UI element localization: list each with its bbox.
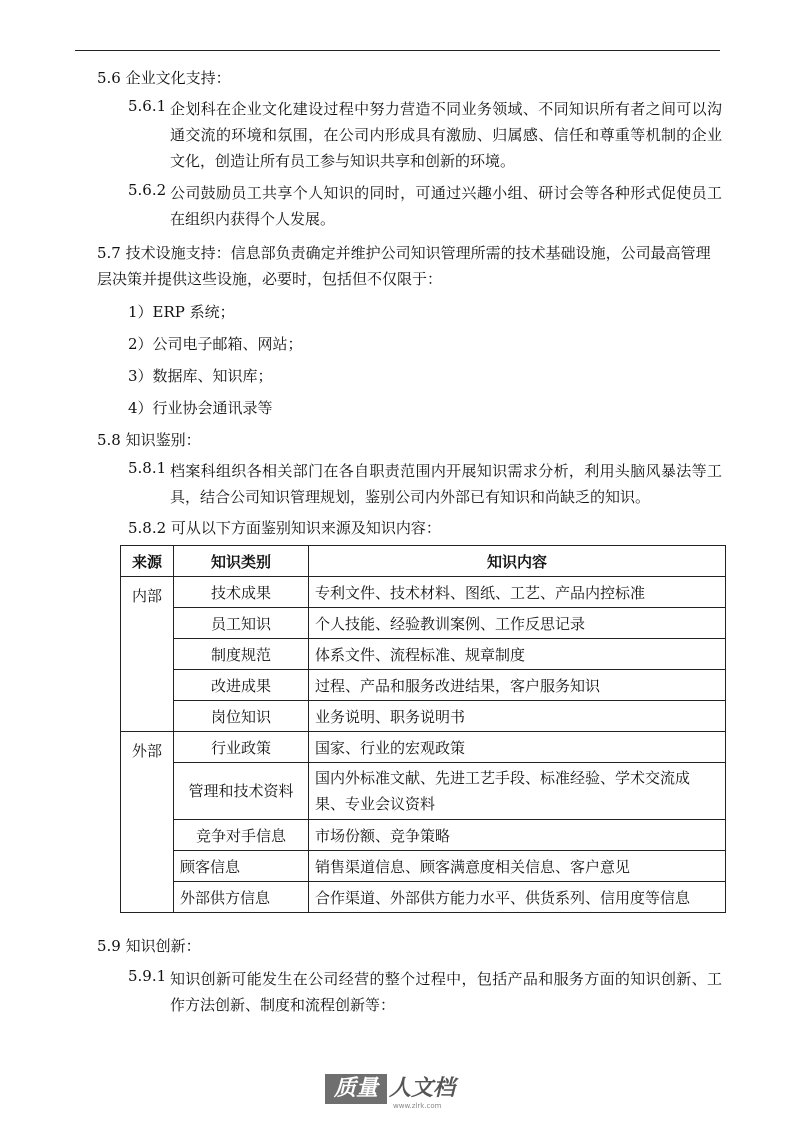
content-cell: 体系文件、流程标准、规章制度 bbox=[309, 639, 726, 670]
list-item-4: 4）行业协会通讯录等 bbox=[128, 399, 273, 417]
content-cell: 销售渠道信息、顾客满意度相关信息、客户意见 bbox=[309, 851, 726, 882]
list-item-1: 1）ERP 系统； bbox=[128, 303, 235, 321]
category-cell: 改进成果 bbox=[174, 670, 309, 701]
item-text: 公司鼓励员工共享个人知识的同时，可通过兴趣小组、研讨会等各种形式促使员工在组织内获得个人发展。 bbox=[170, 184, 722, 228]
table-row bbox=[121, 820, 726, 851]
knowledge-table bbox=[120, 545, 726, 913]
section-5-6-title: 5.6 企业文化支持： bbox=[97, 69, 231, 87]
item-number: 5.6.1 bbox=[128, 97, 167, 115]
table-row bbox=[121, 577, 726, 608]
content-cell: 个人技能、经验教训案例、工作反思记录 bbox=[309, 608, 726, 639]
item-5-8-1 bbox=[128, 458, 722, 510]
header-rule bbox=[75, 50, 720, 51]
table-row bbox=[121, 851, 726, 882]
section-5-7-text: 5.7 技术设施支持：信息部负责确定并维护公司知识管理所需的技术基础设施，公司最高管理层决策并提供这些设施，必要时，包括但不仅限于： bbox=[97, 244, 711, 288]
list-item-2: 2）公司电子邮箱、网站； bbox=[128, 335, 303, 353]
source-cell-external: 外部 bbox=[121, 732, 174, 913]
header-category: 知识类别 bbox=[174, 546, 309, 577]
category-cell: 管理和技术资料 bbox=[174, 763, 309, 820]
category-cell: 员工知识 bbox=[174, 608, 309, 639]
item-5-6-2 bbox=[128, 180, 722, 232]
table-row bbox=[121, 763, 726, 820]
content-cell: 业务说明、职务说明书 bbox=[309, 701, 726, 732]
content-cell: 国内外标准文献、先进工艺手段、标准经验、学术交流成果、专业会议资料 bbox=[309, 763, 726, 820]
table-row bbox=[121, 882, 726, 913]
logo-text: 人文档 bbox=[389, 1076, 456, 1101]
content-cell: 市场份额、竞争策略 bbox=[309, 820, 726, 851]
table-header-row bbox=[121, 546, 726, 577]
table-row bbox=[121, 670, 726, 701]
content-cell: 专利文件、技术材料、图纸、工艺、产品内控标准 bbox=[309, 577, 726, 608]
header-content: 知识内容 bbox=[309, 546, 726, 577]
logo-block: 质量 bbox=[325, 1074, 387, 1104]
category-cell: 顾客信息 bbox=[174, 851, 309, 882]
category-cell: 制度规范 bbox=[174, 639, 309, 670]
logo-url: www.zlrk.com bbox=[393, 1102, 442, 1110]
item-number: 5.6.2 bbox=[128, 181, 167, 199]
section-5-8-title: 5.8 知识鉴别： bbox=[97, 431, 201, 449]
item-text: 企划科在企业文化建设过程中努力营造不同业务领域、不同知识所有者之间可以沟通交流的环境和氛围，在公司内形成具有激励、归属感、信任和尊重等机制的企业文化，创造让所有员工参与知识共享和创新的环境。 bbox=[170, 100, 722, 170]
item-5-8-2: 5.8.2 可从以下方面鉴别知识来源及知识内容： bbox=[128, 519, 441, 537]
item-5-6-1 bbox=[128, 96, 722, 174]
table-row bbox=[121, 701, 726, 732]
item-text: 档案科组织各相关部门在各自职责范围内开展知识需求分析，利用头脑风暴法等工具，结合公司知识管理规划，鉴别公司内外部已有知识和尚缺乏的知识。 bbox=[170, 462, 722, 506]
table-row bbox=[121, 608, 726, 639]
item-text: 知识创新可能发生在公司经营的整个过程中，包括产品和服务方面的知识创新、工作方法创新、制度和流程创新等： bbox=[170, 970, 722, 1014]
content-cell: 合作渠道、外部供方能力水平、供货系列、信用度等信息 bbox=[309, 882, 726, 913]
source-cell-internal: 内部 bbox=[121, 577, 174, 732]
category-cell: 行业政策 bbox=[174, 732, 309, 763]
content-cell: 过程、产品和服务改进结果，客户服务知识 bbox=[309, 670, 726, 701]
category-cell: 岗位知识 bbox=[174, 701, 309, 732]
table-row bbox=[121, 639, 726, 670]
content-cell: 国家、行业的宏观政策 bbox=[309, 732, 726, 763]
item-5-9-1 bbox=[128, 966, 722, 1018]
item-number: 5.9.1 bbox=[128, 967, 167, 985]
item-number: 5.8.1 bbox=[128, 459, 167, 477]
category-cell: 外部供方信息 bbox=[174, 882, 309, 913]
header-source: 来源 bbox=[121, 546, 174, 577]
category-cell: 竞争对手信息 bbox=[174, 820, 309, 851]
section-5-9-title: 5.9 知识创新： bbox=[97, 937, 201, 955]
list-item-3: 3）数据库、知识库； bbox=[128, 367, 273, 385]
category-cell: 技术成果 bbox=[174, 577, 309, 608]
table-row bbox=[121, 732, 726, 763]
watermark-logo bbox=[325, 1074, 467, 1108]
